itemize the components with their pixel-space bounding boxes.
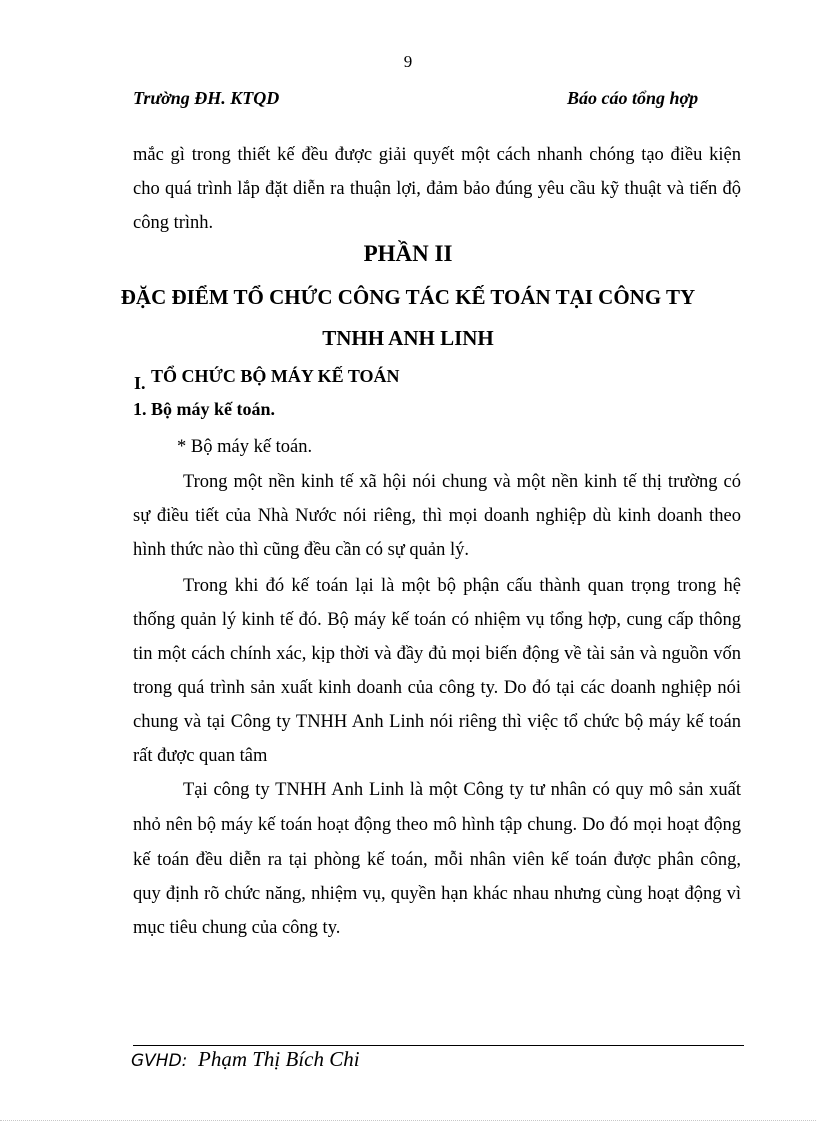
intro-line: công trình. bbox=[133, 213, 214, 233]
footer-supervisor-name: Phạm Thị Bích Chi bbox=[198, 1047, 360, 1071]
paragraph-3-line: kế toán đều diễn ra tại phòng kế toán, mỗi nhân viên kế toán được phân công, bbox=[133, 850, 741, 870]
paragraph-3-line: quy định rõ chức năng, nhiệm vụ, quyền hạn khác nhau nhưng cùng hoạt động vì bbox=[133, 884, 741, 904]
subsection-title: 1. Bộ máy kế toán. bbox=[133, 399, 276, 419]
paragraph-2-line: trong quá trình sản xuất kinh doanh của công ty. Do đó tại các doanh nghiệp nói bbox=[133, 678, 741, 698]
header-school: Trường ĐH. KTQD bbox=[133, 88, 280, 108]
footer-divider bbox=[133, 1045, 744, 1046]
intro-line: mắc gì trong thiết kế đều được giải quyết một cách nhanh chóng tạo điều kiện bbox=[133, 145, 741, 165]
paragraph-3-line: mục tiêu chung của công ty. bbox=[133, 918, 341, 938]
paragraph-3-line: nhỏ nên bộ máy kế toán hoạt động theo mô hình tập chung. Do đó mọi hoạt động bbox=[133, 815, 741, 835]
paragraph-1-line: Trong một nền kinh tế xã hội nói chung và một nền kinh tế thị trường có bbox=[183, 472, 741, 492]
section-title: TỔ CHỨC BỘ MÁY KẾ TOÁN bbox=[151, 366, 400, 386]
chapter-title-line-1: ĐẶC ĐIỂM TỔ CHỨC CÔNG TÁC KẾ TOÁN TẠI CÔNG TY bbox=[120, 285, 696, 309]
section-number: I. bbox=[134, 373, 146, 393]
intro-line: cho quá trình lắp đặt diễn ra thuận lợi, đảm bảo đúng yêu cầu kỹ thuật và tiến độ bbox=[133, 179, 741, 199]
paragraph-1-line: hình thức nào thì cũng đều cần có sự quản lý. bbox=[133, 540, 470, 560]
header-report-type: Báo cáo tổng hợp bbox=[567, 88, 699, 108]
page-edge bbox=[0, 1120, 816, 1121]
paragraph-2-line: tin một cách chính xác, kịp thời và đầy đủ mọi biến động về tài sản và nguồn vốn bbox=[133, 644, 741, 664]
chapter-title-line-2: TNHH ANH LINH bbox=[322, 326, 494, 350]
footer-label: GVHD: bbox=[131, 1051, 188, 1071]
paragraph-1-line: sự điều tiết của Nhà Nước nói riêng, thì mọi doanh nghiệp dù kinh doanh theo bbox=[133, 506, 741, 526]
bullet-item: * Bộ máy kế toán. bbox=[177, 437, 313, 457]
paragraph-2-line: chung và tại Công ty TNHH Anh Linh nói riêng thì việc tổ chức bộ máy kế toán bbox=[133, 712, 741, 732]
paragraph-3-line: Tại công ty TNHH Anh Linh là một Công ty tư nhân có quy mô sản xuất bbox=[183, 780, 741, 800]
part-heading: PHẦN II bbox=[363, 241, 453, 266]
paragraph-2-line: Trong khi đó kế toán lại là một bộ phận cấu thành quan trọng trong hệ bbox=[183, 576, 741, 596]
paragraph-2-line: thống quản lý kinh tế đó. Bộ máy kế toán có nhiệm vụ tổng hợp, cung cấp thông bbox=[133, 610, 741, 630]
paragraph-2-line: rất được quan tâm bbox=[133, 746, 268, 766]
page-number: 9 bbox=[403, 52, 413, 71]
